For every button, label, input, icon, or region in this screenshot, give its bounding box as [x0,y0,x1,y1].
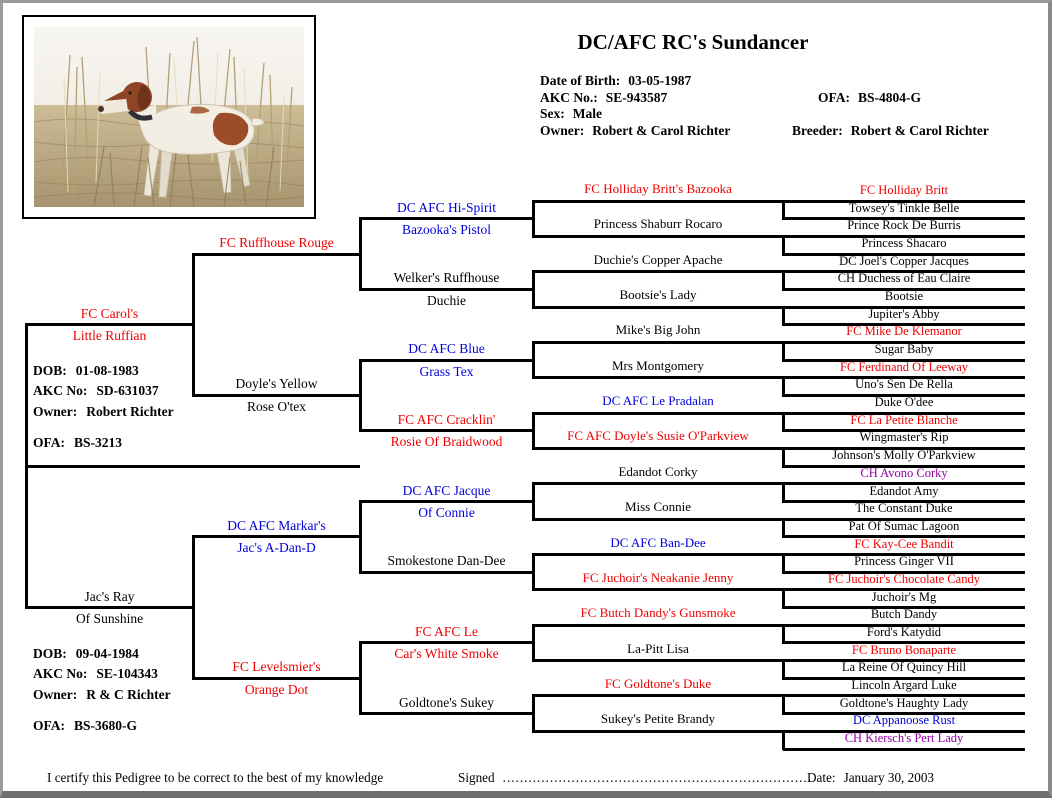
ancestor-name: Doyle's Yellow [235,376,318,392]
ancestor-name: FC Juchoir's Chocolate Candy [828,571,980,586]
field-value: 03-05-1987 [628,73,692,88]
ancestor-name: FC Juchoir's Neakanie Jenny [582,569,734,585]
ancestor-name: Sugar Baby [874,342,934,357]
ancestor-name: DC AFC Blue [408,341,485,357]
ancestor-name: Bootsie's Lady [619,287,697,303]
ancestor-name: CH Duchess of Eau Claire [837,271,971,286]
ancestor-name: FC Holliday Britt [859,183,949,197]
field-label: Owner: [540,122,585,138]
field-value: Robert & Carol Richter [850,123,989,138]
detail-row [33,381,174,402]
ancestor-name: Of Connie [418,505,475,521]
ancestor-name: Princess Shaburr Rocaro [593,216,723,232]
ancestor-name: Little Ruffian [72,328,147,344]
ancestor-name: CH Kiersch's Pert Lady [844,731,964,745]
ancestor-name: Princess Ginger VII [854,554,954,569]
ancestor-name: Smokestone Dan-Dee [387,553,506,569]
field-label: AKC No.: [540,89,598,105]
ancestor-name: FC Ruffhouse Rouge [219,235,334,251]
detail-row [33,685,171,706]
pedigree-hline [193,253,360,256]
ancestor-details [33,644,171,737]
ancestor-name: FC AFC Doyle's Susie O'Parkview [567,428,749,444]
ancestor-name: Towsey's Tinkle Belle [848,200,960,215]
ancestor-name: DC AFC Markar's [227,517,326,533]
ancestor-name: DC AFC Hi-Spirit [396,199,497,215]
date-value: January 30, 2003 [843,770,935,785]
pedigree-hline [26,323,193,326]
ancestor-name: Goldtone's Sukey [398,694,495,710]
detail-label: OFA: [33,435,65,451]
pedigree-hline [360,500,533,503]
ancestor-name: Princess Shacaro [861,236,947,251]
pedigree-hline [26,606,193,609]
ancestor-name: Of Sunshine [75,611,144,627]
pedigree-vline [192,535,195,679]
ancestor-name: La-Pitt Lisa [627,640,689,656]
detail-value: BS-3213 [74,435,123,451]
ancestor-name: Bootsie [884,289,924,304]
ancestor-name: Duchie's Copper Apache [593,251,723,267]
ancestor-name: FC Ferdinand Of Leeway [839,359,969,374]
ancestor-name: DC Appanoose Rust [852,713,956,728]
ancestor-name: Duke O'dee [874,395,934,410]
pedigree-hline [193,677,360,680]
pedigree-hline [360,712,533,715]
detail-row [33,433,174,454]
detail-value: 01-08-1983 [75,362,139,378]
field-label: Sex: [540,106,565,122]
ancestor-name: DC Joel's Copper Jacques [839,253,969,268]
ancestor-name: FC Holliday Britt's Bazooka [584,181,732,196]
ancestor-name: Rose O'tex [246,398,307,414]
pedigree-vline [192,253,195,397]
field-value: SE-943587 [605,89,668,105]
pedigree-hline [193,535,360,538]
ancestor-name: Prince Rock De Burris [847,218,961,233]
ancestor-name: Pat Of Sumac Lagoon [848,518,960,533]
ancestor-name: FC Butch Dandy's Gunsmoke [580,605,736,621]
ancestor-name: Butch Dandy [870,607,938,622]
ancestor-name: CH Avono Corky [860,465,948,480]
ancestor-name: Duchie [427,292,466,308]
ancestor-name: Juchoir's Mg [871,589,937,604]
detail-label: Owner: [33,686,78,702]
pedigree-vline [25,323,28,609]
detail-row [33,402,174,423]
ancestor-name: FC Mike De Klemanor [846,324,962,339]
pedigree-hline [360,359,533,362]
detail-label: OFA: [33,718,65,734]
detail-row [33,644,171,665]
ancestor-name: FC Kay-Cee Bandit [854,536,954,551]
detail-value: Robert Richter [86,403,174,419]
ancestor-name: Jac's A-Dan-D [237,540,316,556]
ancestor-name: Bazooka's Pistol [401,222,492,238]
field-label: Breeder: [792,123,843,138]
pedigree-hline [193,394,360,397]
date-line [807,770,934,786]
pedigree-hline [26,465,360,468]
ancestor-name: Jac's Ray [84,588,135,604]
detail-row [33,361,174,382]
detail-value: SD-631037 [96,383,159,399]
ancestor-name: Miss Connie [624,499,692,515]
ancestor-name: FC AFC Cracklin' [397,411,496,427]
ancestor-name: Mrs Montgomery [611,357,705,373]
detail-value: BS-3680-G [74,718,138,734]
ancestor-name: Goldtone's Haughty Lady [839,695,969,710]
ancestor-name: DC AFC Ban-Dee [610,534,706,550]
ancestor-name: Edandot Amy [869,483,939,498]
pedigree-hline [360,571,533,574]
ancestor-name: FC AFC Le [414,623,479,639]
signature-dotted-line: ........................................................................ [502,770,813,785]
ancestor-name: DC AFC Le Pradalan [602,393,714,409]
ancestor-name: Ford's Katydid [866,624,942,639]
pedigree-hline [360,217,533,220]
ancestor-name: Uno's Sen De Rella [855,377,953,392]
field-value: BS-4804-G [858,90,922,105]
detail-label: AKC No: [33,383,88,399]
pedigree-hline [360,288,533,291]
pedigree-hline [360,429,533,432]
certify-statement: I certify this Pedigree to be correct to the best of my knowledge [47,770,384,785]
ancestor-name: Lincoln Argard Luke [851,677,957,692]
ancestor-name: Rosie Of Braidwood [390,434,503,450]
ancestor-name: FC La Petite Blanche [850,412,958,427]
detail-row [33,664,171,685]
ancestor-name: Wingmaster's Rip [859,430,949,445]
pedigree-hline [783,748,1025,751]
ancestor-name: Orange Dot [244,681,309,697]
detail-row [33,716,171,737]
detail-label: AKC No: [33,666,88,682]
field-label: OFA: [818,90,850,105]
date-label: Date: [807,770,836,785]
ancestor-name: FC Bruno Bonaparte [851,642,957,657]
ancestor-name: Sukey's Petite Brandy [600,711,716,727]
field-value: Male [572,106,602,122]
detail-label: DOB: [33,645,67,661]
field-value: Robert & Carol Richter [592,122,731,138]
ancestor-name: Car's White Smoke [394,646,499,662]
ancestor-name: FC Goldtone's Duke [604,675,712,691]
detail-label: Owner: [33,403,78,419]
field-label: Date of Birth: [540,73,621,88]
signed-label: Signed [458,770,495,785]
detail-value: R & C Richter [86,686,171,702]
ancestor-name: Johnson's Molly O'Parkview [832,448,976,463]
page-title: DC/AFC RC's Sundancer [577,30,809,54]
ancestor-name: Mike's Big John [615,322,701,338]
ancestor-name: The Constant Duke [855,501,953,516]
ancestor-name: Grass Tex [419,363,474,379]
ancestor-name: FC Carol's [80,305,139,321]
ancestor-name: Jupiter's Abby [868,306,940,321]
signed-line [458,770,812,786]
detail-label: DOB: [33,362,67,378]
pedigree-tree [3,3,1052,798]
ancestor-name: La Reine Of Quincy Hill [841,660,967,675]
detail-value: 09-04-1984 [75,645,139,661]
ancestor-name: DC AFC Jacque [402,482,491,498]
ancestor-name: Edandot Corky [618,463,698,479]
detail-value: SE-104343 [96,666,158,682]
ancestor-name: Welker's Ruffhouse [393,270,500,286]
ancestor-name: FC Levelsmier's [232,659,321,675]
pedigree-hline [360,641,533,644]
ancestor-details [33,361,174,454]
